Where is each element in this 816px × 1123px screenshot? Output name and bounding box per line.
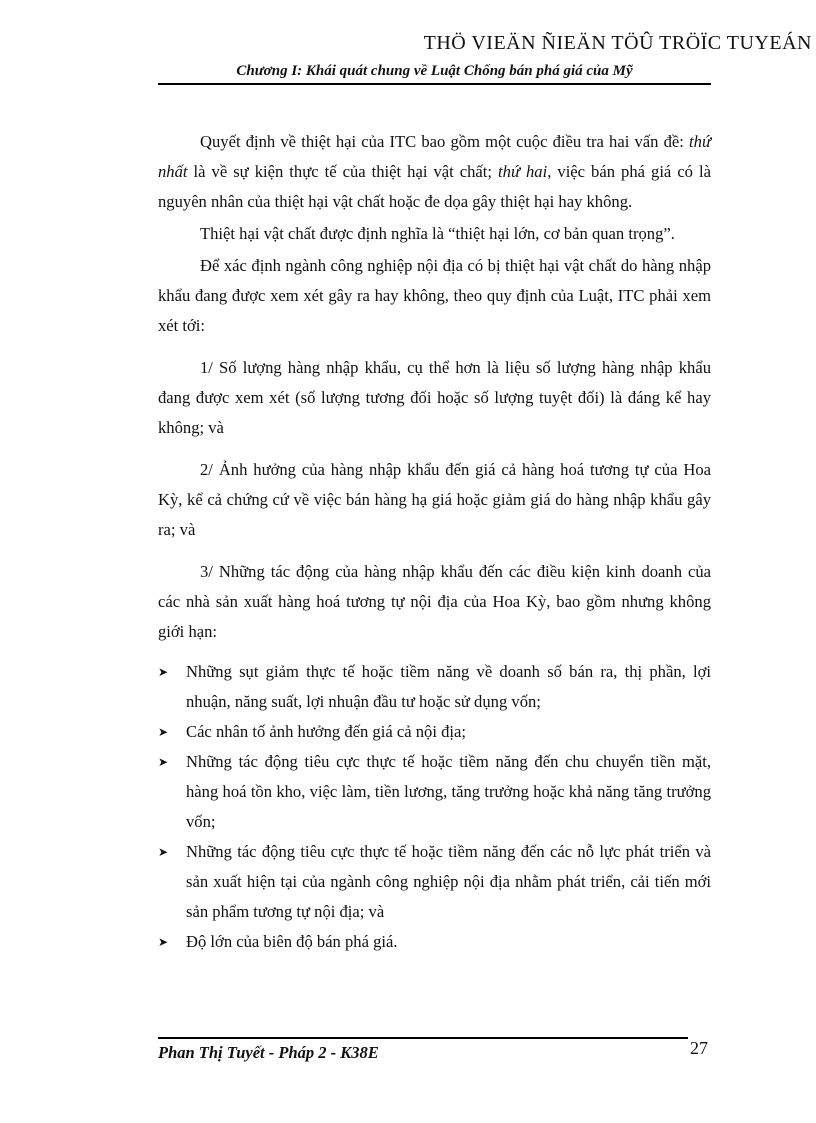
list-item [158,717,711,747]
paragraph-1 [158,127,711,217]
arrow-bullet-icon: ➤ [158,935,169,949]
header-divider [158,83,711,85]
page-number: 27 [690,1038,708,1058]
footer-author: Phan Thị Tuyết - Pháp 2 - K38E [158,1043,379,1062]
list-item-text: Các nhân tố ảnh hưởng đến giá cả nội địa; [186,722,466,741]
paragraph-3: Để xác định ngành công nghiệp nội địa có bị thiệt hại vật chất do hàng nhập khẩu đang được xem xét gây ra hay không, theo quy định của Luật, ITC phải xem xét tới: [158,256,711,335]
emphasis-text: thứ hai [498,162,548,181]
chapter-title: Chương I: Khái quát chung về Luật Chống bán phá giá của Mỹ [236,63,633,79]
criterion-1: 1/ Số lượng hàng nhập khẩu, cụ thể hơn là liệu số lượng hàng nhập khẩu đang được xem xét (số lượng tương đối hoặc số lượng tuyệt đối) là đáng kể hay không; và [158,358,711,437]
criterion-2: 2/ Ảnh hưởng của hàng nhập khẩu đến giá cả hàng hoá tương tự của Hoa Kỳ, kể cả chứng cứ về việc bán hàng hạ giá hoặc giảm giá do hàng nhập khẩu gây ra; và [158,460,711,539]
paragraph-text: Quyết định về thiệt hại của ITC bao gồm một cuộc điều tra hai vấn đề: [200,132,690,151]
list-item-text: Độ lớn của biên độ bán phá giá. [186,932,398,951]
arrow-bullet-icon: ➤ [158,755,169,769]
list-item [158,657,711,717]
list-item-text: Những tác động tiêu cực thực tế hoặc tiềm năng đến chu chuyển tiền mặt, hàng hoá tồn kho, việc làm, tiền lương, tăng trưởng hoặc khả năng tăng trưởng vốn; [186,752,711,831]
list-item [158,747,711,837]
list-item-text: Những sụt giảm thực tế hoặc tiềm năng về doanh số bán ra, thị phần, lợi nhuận, năng suất, lợi nhuận đầu tư hoặc sử dụng vốn; [186,662,711,711]
list-item [158,837,711,927]
arrow-bullet-icon: ➤ [158,665,169,679]
paragraph-2: Thiệt hại vật chất được định nghĩa là “thiệt hại lớn, cơ bản quan trọng”. [200,224,675,243]
paragraph-text: , việc bán phá giá có là nguyên nhân của thiệt hại vật chất hoặc đe dọa gây thiệt hại hay không. [158,162,711,211]
list-item [158,927,711,957]
factor-list [158,657,711,957]
page-body [158,127,711,957]
emphasis-text: thứ nhất [158,132,711,181]
paragraph-text: là về sự kiện thực tế của thiệt hại vật chất; [187,162,499,181]
library-watermark: THÖ VIEÄN ÑIEÄN TÖÛ TRÖÏC TUYEÁN [423,32,812,54]
arrow-bullet-icon: ➤ [158,725,169,739]
criterion-3: 3/ Những tác động của hàng nhập khẩu đến các điều kiện kinh doanh của các nhà sản xuất hàng hoá tương tự nội địa của Hoa Kỳ, bao gồm nhưng không giới hạn: [158,562,711,641]
list-item-text: Những tác động tiêu cực thực tế hoặc tiềm năng đến các nỗ lực phát triển và sản xuất hiện tại của ngành công nghiệp nội địa nhằm phát triển, cải tiến mới sản phẩm tương tự nội địa; và [186,842,711,921]
page-header [158,63,711,85]
arrow-bullet-icon: ➤ [158,845,169,859]
footer-divider [158,1037,688,1039]
